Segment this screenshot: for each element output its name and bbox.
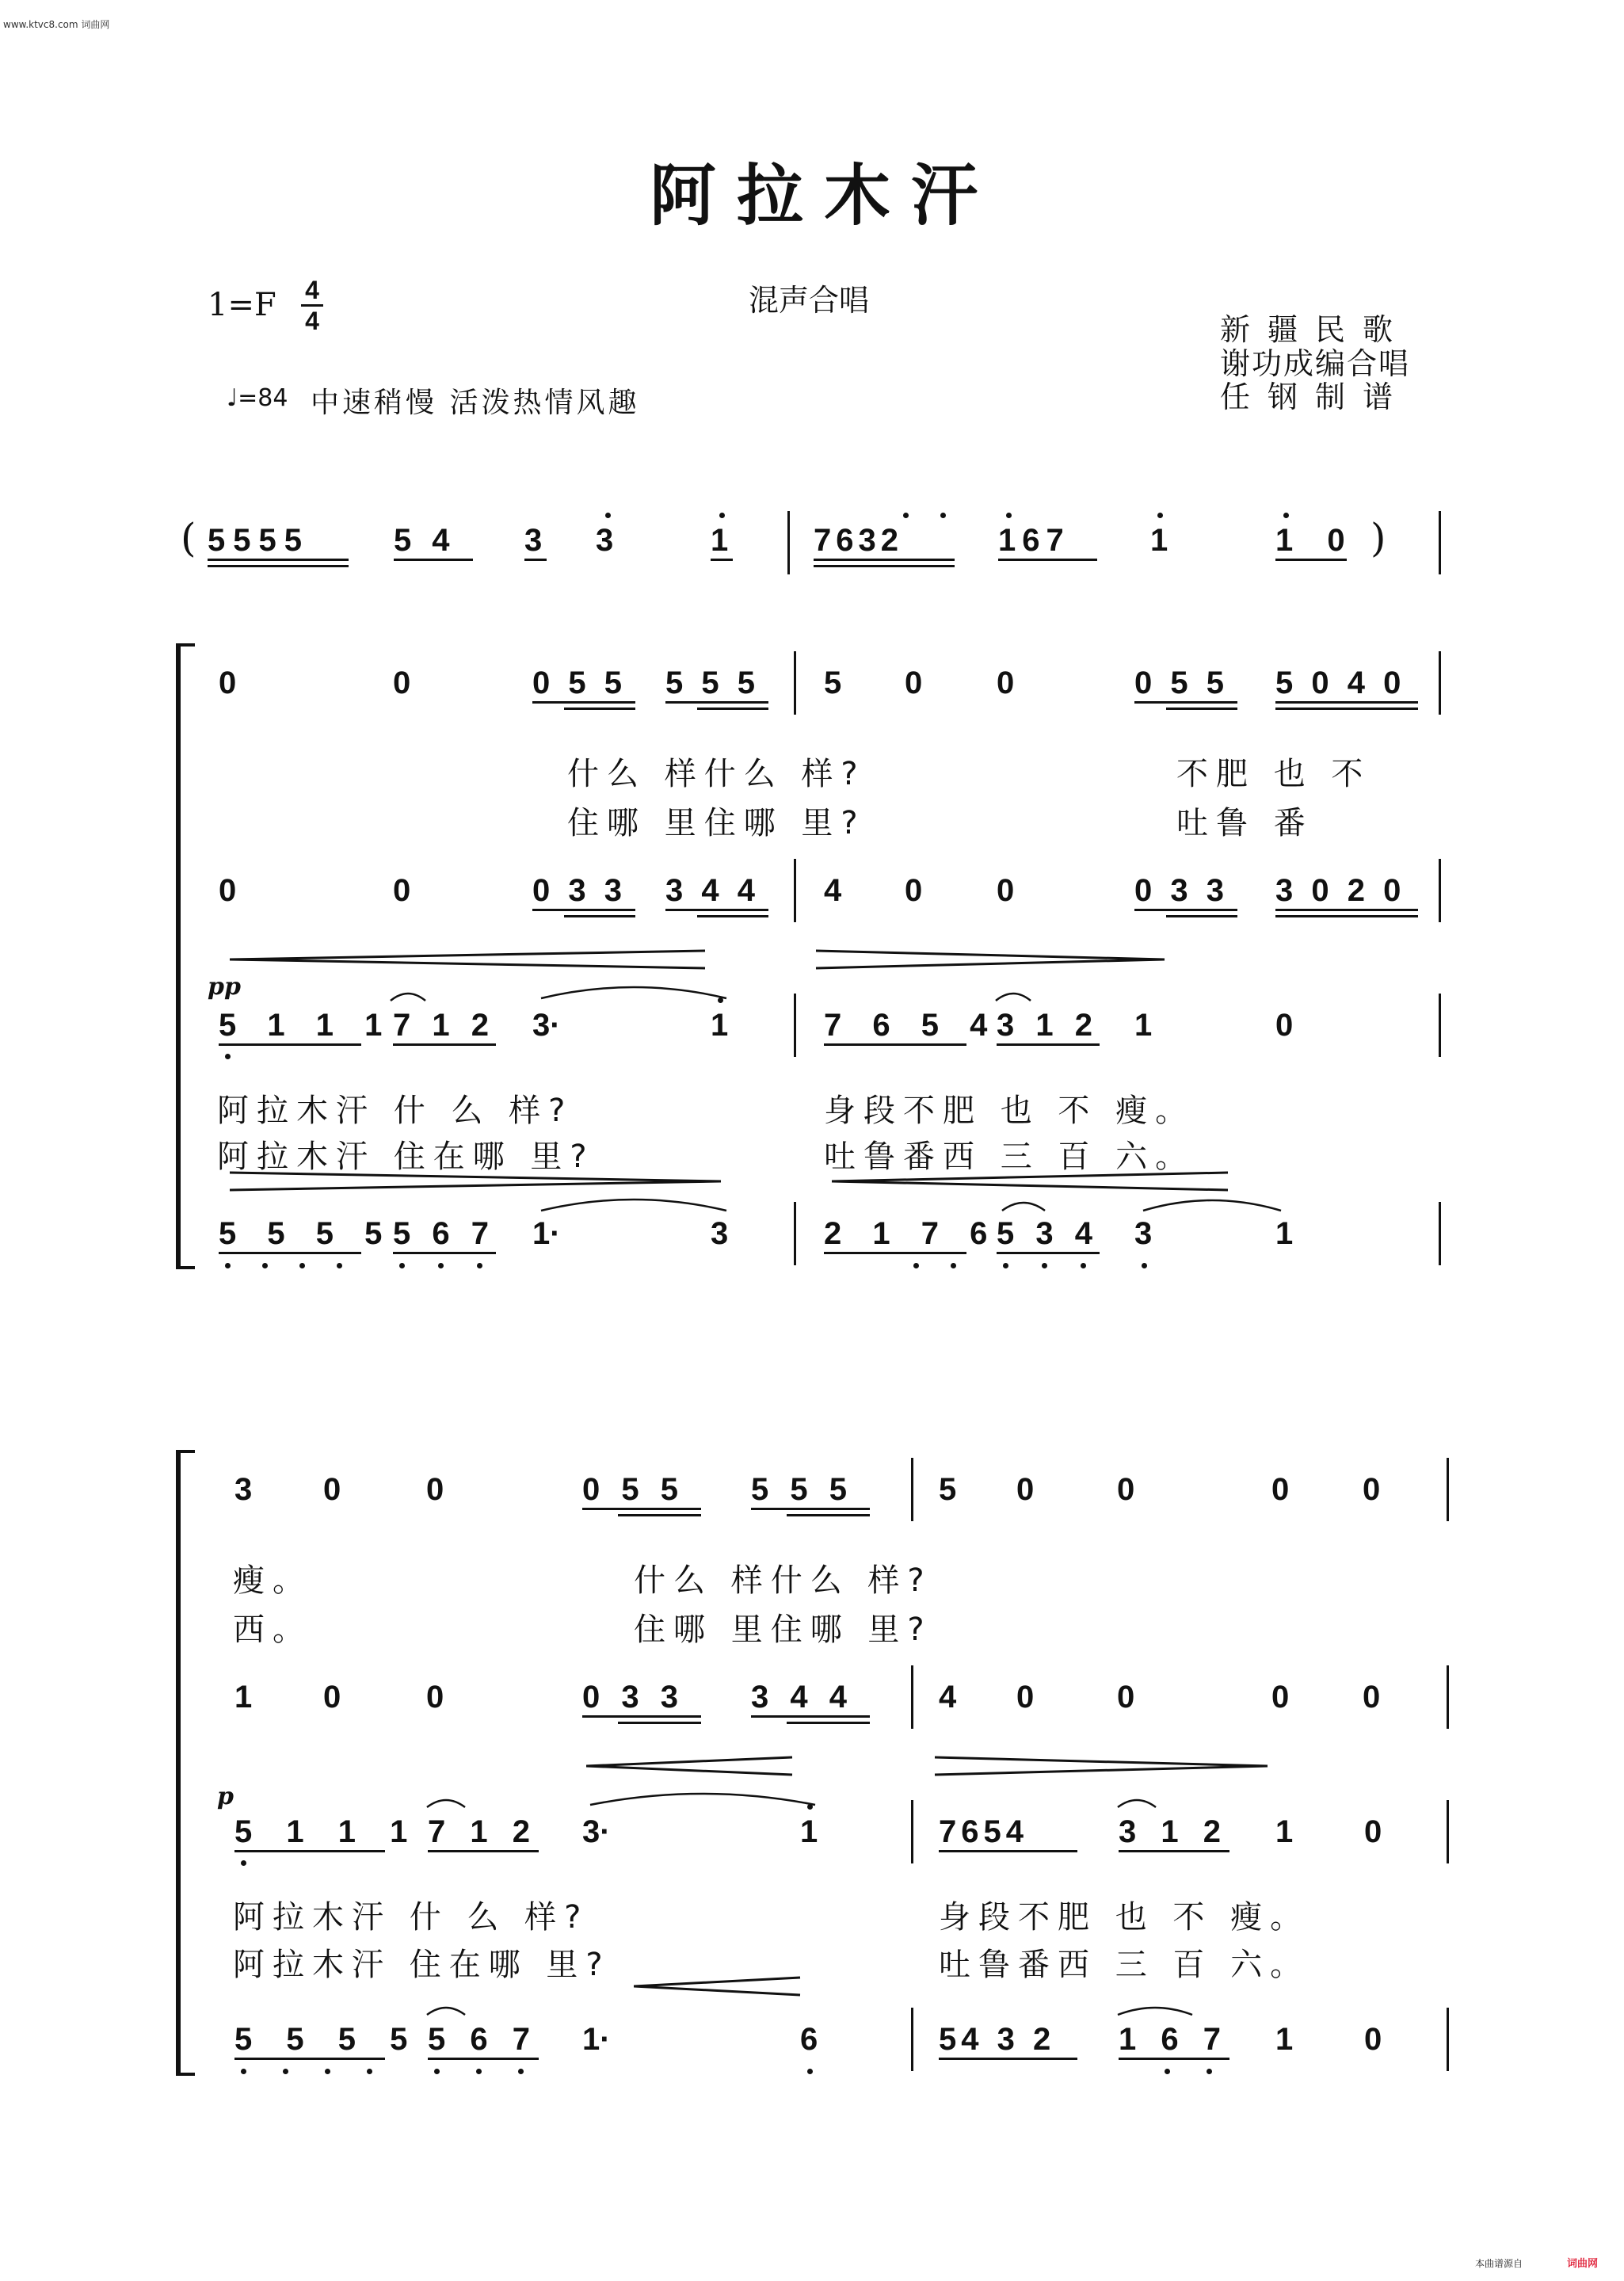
- s2-end-barline: [1447, 1800, 1449, 1863]
- s1-cut: [1275, 909, 1418, 911]
- s1-bass-m1-b4: 3: [711, 1216, 729, 1251]
- s1-alto-m2-b5: 3 0 2 0: [1275, 873, 1406, 908]
- s2-alto-m2-b2: 0: [1016, 1680, 1035, 1715]
- s1-sop-m2-b4: 0 5 5: [1134, 666, 1229, 700]
- s1-bass-m2-b2: 5 3 4: [997, 1216, 1099, 1251]
- footer-source: 本曲谱源自: [1475, 2258, 1523, 2269]
- octave-dot-low: [951, 1263, 956, 1268]
- s2-sop-m2-b1: 5: [939, 1472, 957, 1507]
- s2-bass-m2-b4: 0: [1364, 2022, 1382, 2057]
- octave-dot-low: [299, 1263, 305, 1268]
- s1-end-barline: [1439, 1202, 1441, 1265]
- s1-cut: [1134, 909, 1237, 911]
- s2-sop-m1-b2: 0: [323, 1472, 341, 1507]
- s1-sop-lyric2-m2: 吐鲁 番: [1176, 805, 1313, 841]
- s2-cut: [582, 1715, 701, 1718]
- s1-tenor-m1-b3: 3·: [532, 1008, 561, 1043]
- s2-alto-m1-b2: 0: [323, 1680, 341, 1715]
- s1-cut: [997, 1252, 1100, 1254]
- s1-tie: [539, 976, 729, 1000]
- intro-cut: [998, 559, 1097, 561]
- s2-bass-m2-b2: 1 6 7: [1119, 2022, 1229, 2057]
- s2-alto-m2-b3: 0: [1117, 1680, 1135, 1715]
- octave-dot-low: [434, 2069, 440, 2074]
- s1-end-barline: [1439, 651, 1441, 715]
- s1-hairpins-bass: [230, 1169, 1244, 1193]
- s1-sop-m1-b2: 0: [393, 666, 411, 700]
- s1-end-barline: [1439, 994, 1441, 1057]
- intro-final-barline: [1439, 511, 1441, 574]
- s1-bass-m2-b4: 1: [1275, 1216, 1294, 1251]
- s2-tenor-lyric2-m1: 阿拉木汗 住在哪 里?: [233, 1947, 611, 1983]
- s1-tenor-m2-b4: 0: [1275, 1008, 1294, 1043]
- s1-tenor-lyric1-m1: 阿拉木汗 什 么 样?: [217, 1093, 574, 1129]
- s2-tie: [588, 1783, 818, 1806]
- s1-alto-m2-b4: 0 3 3: [1134, 873, 1229, 908]
- s1-cut: [219, 1043, 361, 1046]
- s2-tenor-m2-b3: 1: [1275, 1814, 1294, 1849]
- s1-cut: [824, 1043, 966, 1046]
- s2-cut: [1119, 1850, 1229, 1852]
- s1-cut: [219, 1252, 361, 1254]
- s1-dynamic: pp: [208, 973, 241, 1001]
- intro-cut: [711, 559, 733, 561]
- s2-cut: [428, 1850, 539, 1852]
- s2-alto-m1-b5: 3 4 4: [751, 1680, 853, 1715]
- s1-cut: [393, 1043, 496, 1046]
- s2-end-barline: [1447, 1665, 1449, 1729]
- s2-tenor-m1-b4: 1: [800, 1814, 818, 1849]
- s2-barline: [911, 1665, 913, 1729]
- intro-m1-g4: 3: [596, 523, 614, 558]
- s2-tenor-m1-b3: 3·: [582, 1814, 611, 1849]
- s1-sop-m2-b2: 0: [905, 666, 923, 700]
- s1-bass-slur: [1000, 1195, 1047, 1212]
- s1-alto-m1-b3: 0 3 3: [532, 873, 627, 908]
- s2-sop-m1-b3: 0: [426, 1472, 444, 1507]
- site-label: www.ktvc8.com 词曲网: [3, 19, 110, 30]
- time-numerator: 4: [305, 276, 319, 304]
- s1-sop-m1-b3: 0 5 5: [532, 666, 627, 700]
- s2-cut: [939, 2058, 1077, 2060]
- intro-cut: [394, 559, 473, 561]
- s1-cut: [532, 909, 635, 911]
- s1-tenor-lyric2-m2: 吐鲁番西 三 百 六。: [824, 1139, 1195, 1175]
- s1-cut: [1275, 701, 1418, 704]
- s2-barline: [911, 1458, 913, 1521]
- s2-tenor-m1-b1: 5 1 1 1: [234, 1814, 421, 1849]
- s1-sop-lyric1-m2: 不肥 也 不: [1176, 756, 1371, 792]
- s1-tenor-m2-b1: 7 6 5 4: [824, 1008, 999, 1043]
- time-signature: [301, 277, 323, 334]
- right-watermark-strip: [1605, 0, 1624, 2281]
- s1-bass-m2-b3: 3: [1134, 1216, 1153, 1251]
- s2-sop-m2-b3: 0: [1117, 1472, 1135, 1507]
- intro-cut: [814, 559, 955, 561]
- s1-alto-m1-b2: 0: [393, 873, 411, 908]
- s1-tenor-m2-b2: 3 1 2: [997, 1008, 1099, 1043]
- intro-barline-1: [787, 511, 790, 574]
- s1-barline: [794, 651, 796, 715]
- s2-cut: [751, 1508, 870, 1510]
- s2-sop-m1-b4: 0 5 5: [582, 1472, 684, 1507]
- subtitle: 混声合唱: [749, 283, 870, 318]
- octave-dot-low: [337, 1263, 342, 1268]
- intro-cut: [1275, 559, 1347, 561]
- octave-dot-low: [283, 2069, 288, 2074]
- octave-dot-low: [807, 2069, 813, 2074]
- s2-alto-m2-b1: 4: [939, 1680, 957, 1715]
- s2-alto-m1-b1: 1: [234, 1680, 253, 1715]
- s2-sop-m1-b5: 5 5 5: [751, 1472, 853, 1507]
- s1-sop-m2-b5: 5 0 4 0: [1275, 666, 1406, 700]
- s1-cut: [564, 708, 635, 710]
- s2-barline: [911, 2008, 913, 2071]
- octave-dot-low: [1142, 1263, 1147, 1268]
- s2-alto-m1-b4: 0 3 3: [582, 1680, 684, 1715]
- s2-tenor-lyric1-m2: 身段不肥 也 不 瘦。: [939, 1899, 1310, 1936]
- intro-cut: [208, 565, 349, 567]
- s1-cut: [824, 1252, 966, 1254]
- s2-dynamic: p: [217, 1783, 234, 1810]
- s2-tenor-m1-b2: 7 1 2: [428, 1814, 538, 1849]
- octave-dot-low: [1042, 1263, 1047, 1268]
- s1-tenor-lyric2-m1: 阿拉木汗 住在哪 里?: [217, 1139, 595, 1175]
- footer-brand-logo[interactable]: 词曲网: [1567, 2258, 1599, 2270]
- s2-bass-m1-b2: 5 6 7: [428, 2022, 538, 2057]
- s1-cut: [393, 1252, 496, 1254]
- intro-cut: [208, 559, 349, 561]
- s1-cut: [532, 701, 635, 704]
- octave-dot: [719, 513, 725, 518]
- s1-sop-m2-b3: 0: [997, 666, 1015, 700]
- s2-tenor-m2-b4: 0: [1364, 1814, 1382, 1849]
- octave-dot-low: [399, 1263, 405, 1268]
- s1-alto-m2-b1: 4: [824, 873, 842, 908]
- octave-dot: [940, 513, 946, 518]
- s1-barline: [794, 1202, 796, 1265]
- s2-cut: [428, 2058, 539, 2060]
- s2-sop-m2-b2: 0: [1016, 1472, 1035, 1507]
- s1-cut: [1134, 701, 1237, 704]
- s2-alto-m2-b5: 0: [1363, 1680, 1381, 1715]
- intro-cut: [814, 565, 955, 567]
- s2-tenor-lyric1-m1: 阿拉木汗 什 么 样?: [233, 1899, 589, 1936]
- intro-m1-g5: 1: [711, 523, 729, 558]
- s2-alto-m1-b3: 0: [426, 1680, 444, 1715]
- octave-dot: [903, 513, 909, 518]
- s1-sop-lyric2-m1: 住哪 里住哪 里?: [567, 805, 866, 841]
- intro-m1-g1: 5555: [208, 523, 310, 558]
- s1-cut: [665, 909, 768, 911]
- song-title: 阿拉木汗: [650, 157, 999, 235]
- system1-brace-bottom: [176, 1266, 195, 1269]
- key-signature: 1=F: [208, 287, 276, 323]
- octave-dot-low: [1081, 1263, 1086, 1268]
- intro-m2-g1: 7632: [814, 523, 903, 558]
- octave-dot-low: [325, 2069, 330, 2074]
- octave-dot-low: [1207, 2069, 1212, 2074]
- octave-dot-low: [367, 2069, 372, 2074]
- left-watermark-strip: [0, 0, 19, 2281]
- s1-sop-lyric1-m1: 什么 样什么 样?: [567, 756, 866, 792]
- octave-dot-low: [913, 1263, 919, 1268]
- s2-sop-m2-b4: 0: [1271, 1472, 1290, 1507]
- s2-hairpin-bass: [634, 1974, 808, 1998]
- s2-sop-lyric2-b: 住哪 里住哪 里?: [634, 1612, 932, 1648]
- intro-m2-g4: 1 0: [1275, 523, 1358, 558]
- s1-end-barline: [1439, 859, 1441, 922]
- s1-bass-m2-b1: 2 1 7 6: [824, 1216, 999, 1251]
- tempo-mark: ♩=84: [227, 384, 288, 412]
- intro-open-paren: (: [181, 515, 196, 561]
- s1-cut: [1275, 708, 1418, 710]
- s2-sop-m2-b5: 0: [1363, 1472, 1381, 1507]
- s1-cut: [1275, 915, 1418, 917]
- system2-brace-top: [176, 1450, 195, 1453]
- s2-slur: [425, 1793, 467, 1809]
- s1-hairpins: [230, 948, 1180, 971]
- s1-cut: [665, 701, 768, 704]
- octave-dot-low: [225, 1054, 231, 1059]
- intro-m1-g2: 54: [394, 523, 471, 558]
- s2-end-barline: [1447, 1458, 1449, 1521]
- s1-cut: [564, 915, 635, 917]
- credit-3: 任钢制谱: [1220, 380, 1411, 414]
- s2-bass-m1-b1: 5 5 5 5: [234, 2022, 421, 2057]
- s1-cut: [697, 915, 768, 917]
- s1-tenor-m1-b4: 1: [711, 1008, 729, 1043]
- system2-brace-bottom: [176, 2073, 195, 2076]
- octave-dot-low: [1003, 1263, 1008, 1268]
- s1-tenor-m2-b3: 1: [1134, 1008, 1153, 1043]
- s2-cut: [787, 1514, 870, 1516]
- octave-dot-low: [477, 1263, 482, 1268]
- s2-sop-m1-b1: 3: [234, 1472, 253, 1507]
- octave-dot: [1157, 513, 1163, 518]
- s2-bass-slur: [425, 2001, 467, 2016]
- octave-dot: [1006, 513, 1012, 518]
- s1-alto-m2-b2: 0: [905, 873, 923, 908]
- time-denominator: 4: [305, 307, 319, 335]
- octave-dot-low: [225, 1263, 231, 1268]
- octave-dot-low: [518, 2069, 524, 2074]
- s1-bass-tie: [539, 1188, 729, 1212]
- s2-end-barline: [1447, 2008, 1449, 2071]
- s2-tenor-m2-b1: 7654: [939, 1814, 1028, 1849]
- s1-alto-m1-b4: 3 4 4: [665, 873, 760, 908]
- s2-cut: [618, 1722, 701, 1724]
- intro-m1-g3: 3: [524, 523, 543, 558]
- octave-dot-low: [438, 1263, 444, 1268]
- s1-sop-m1-b4: 5 5 5: [665, 666, 760, 700]
- octave-dot-low: [241, 2069, 246, 2074]
- s1-slur: [993, 986, 1033, 1002]
- s1-barline: [794, 994, 796, 1057]
- s2-barline: [911, 1800, 913, 1863]
- s1-barline: [794, 859, 796, 922]
- s2-alto-m2-b4: 0: [1271, 1680, 1290, 1715]
- intro-close-paren: ): [1370, 515, 1386, 561]
- system1-brace: [176, 643, 181, 1269]
- s1-cut: [1166, 915, 1237, 917]
- s1-tenor-m1-b1: 5 1 1 1: [219, 1008, 394, 1043]
- credit-1: 新疆民歌: [1220, 312, 1411, 347]
- s1-cut: [997, 1043, 1100, 1046]
- s2-cut: [1119, 2058, 1229, 2060]
- s2-tenor-lyric2-m2: 吐鲁番西 三 百 六。: [939, 1947, 1310, 1983]
- octave-dot: [1283, 513, 1289, 518]
- octave-dot-low: [262, 1263, 268, 1268]
- s1-bass-m1-b3: 1·: [532, 1216, 561, 1251]
- s2-cut: [751, 1715, 870, 1718]
- s2-bass-slur2: [1115, 2001, 1195, 2016]
- system2-brace: [176, 1450, 181, 2076]
- s2-slur: [1115, 1793, 1158, 1809]
- expression-mark: 中速稍慢 活泼热情风趣: [311, 387, 640, 419]
- s1-cut: [697, 708, 768, 710]
- s2-bass-m1-b4: 6: [800, 2022, 818, 2057]
- s2-hairpins: [586, 1754, 1299, 1778]
- s1-tenor-m1-b2: 7 1 2: [393, 1008, 495, 1043]
- s2-cut: [939, 1850, 1077, 1852]
- s2-sop-lyric1-b: 什么 样什么 样?: [634, 1562, 932, 1599]
- s1-cut: [1166, 708, 1237, 710]
- octave-dot-low: [1165, 2069, 1170, 2074]
- octave-dot: [605, 513, 611, 518]
- s2-cut: [234, 1850, 385, 1852]
- s2-bass-m2-b1: 54 3 2: [939, 2022, 1056, 2057]
- intro-m2-g2: 167: [998, 523, 1070, 558]
- s2-cut: [618, 1514, 701, 1516]
- s1-bass-tie2: [1141, 1190, 1283, 1212]
- s1-slur: [388, 986, 428, 1002]
- credit-2: 谢功成编合唱: [1220, 346, 1411, 381]
- s2-sop-lyric1-a: 瘦。: [233, 1562, 312, 1599]
- s1-sop-m1-b1: 0: [219, 666, 237, 700]
- s2-bass-m1-b3: 1·: [582, 2022, 611, 2057]
- s1-alto-m1-b1: 0: [219, 873, 237, 908]
- s1-bass-m1-b1: 5 5 5 5: [219, 1216, 394, 1251]
- s2-cut: [234, 2058, 385, 2060]
- s2-bass-m2-b3: 1: [1275, 2022, 1294, 2057]
- octave-dot-low: [241, 1860, 246, 1866]
- s1-bass-m1-b2: 5 6 7: [393, 1216, 495, 1251]
- s2-cut: [582, 1508, 701, 1510]
- octave-dot-low: [476, 2069, 482, 2074]
- system1-brace-top: [176, 643, 195, 647]
- s1-sop-m2-b1: 5: [824, 666, 842, 700]
- s2-tenor-m2-b2: 3 1 2: [1119, 1814, 1229, 1849]
- s1-alto-m2-b3: 0: [997, 873, 1015, 908]
- intro-cut: [524, 559, 547, 561]
- s1-tenor-lyric1-m2: 身段不肥 也 不 瘦。: [824, 1093, 1195, 1129]
- intro-m2-g3: 1: [1150, 523, 1168, 558]
- s2-cut: [787, 1722, 870, 1724]
- s2-sop-lyric2-a: 西。: [233, 1612, 312, 1648]
